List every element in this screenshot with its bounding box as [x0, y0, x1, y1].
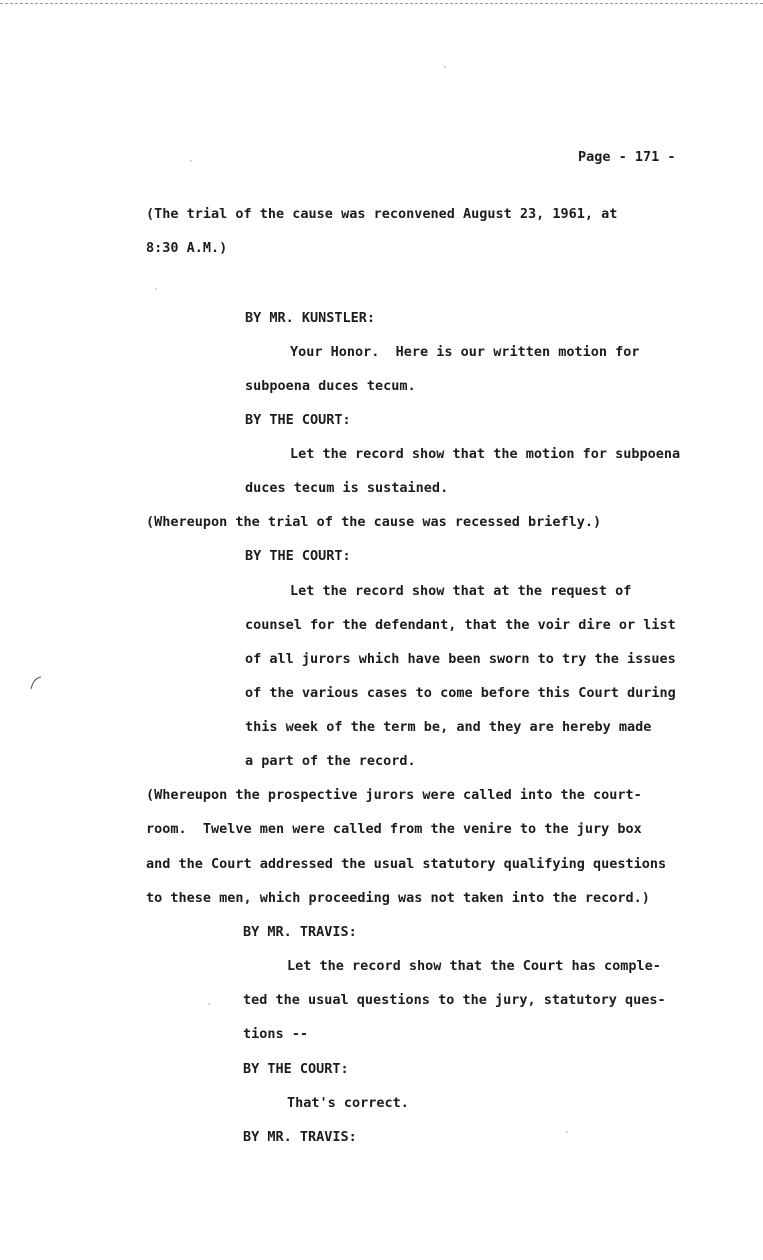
transcript-line: of the various cases to come before this Court during: [245, 685, 676, 701]
speaker-label: BY MR. KUNSTLER:: [245, 310, 376, 326]
transcript-line: (The trial of the cause was reconvened August 23, 1961, at: [146, 206, 618, 222]
transcript-line: (Whereupon the trial of the cause was recessed briefly.): [146, 514, 602, 530]
scan-speck: [208, 1003, 210, 1005]
transcript-line: ted the usual questions to the jury, statutory ques-: [243, 992, 666, 1008]
transcript-line: tions --: [243, 1026, 309, 1042]
transcript-line: subpoena duces tecum.: [245, 378, 416, 394]
transcript-line: Let the record show that at the request of: [290, 583, 632, 599]
transcript-line: a part of the record.: [245, 753, 416, 769]
transcript-line: duces tecum is sustained.: [245, 480, 449, 496]
transcript-line: counsel for the defendant, that the voir dire or list: [245, 617, 676, 633]
transcript-line: Let the record show that the Court has comple-: [287, 958, 661, 974]
transcript-line: Your Honor. Here is our written motion for: [290, 344, 640, 360]
transcript-line: room. Twelve men were called from the venire to the jury box: [146, 821, 642, 837]
speaker-label: BY THE COURT:: [245, 548, 351, 564]
transcript-line: and the Court addressed the usual statutory qualifying questions: [146, 856, 667, 872]
pen-mark: [30, 676, 42, 690]
speaker-label: BY MR. TRAVIS:: [243, 924, 357, 940]
page-number: Page - 171 -: [578, 149, 676, 165]
speaker-label: BY THE COURT:: [243, 1061, 349, 1077]
scan-speck: [190, 160, 192, 162]
scan-speck: [444, 66, 446, 68]
transcript-line: That's correct.: [287, 1095, 409, 1111]
speaker-label: BY THE COURT:: [245, 412, 351, 428]
scan-speck: [155, 288, 157, 290]
transcript-line: this week of the term be, and they are hereby made: [245, 719, 652, 735]
scan-speck: [566, 1131, 568, 1133]
transcript-line: (Whereupon the prospective jurors were called into the court-: [146, 787, 642, 803]
speaker-label: BY MR. TRAVIS:: [243, 1129, 357, 1145]
scan-edge-line: [0, 3, 763, 4]
transcript-line: of all jurors which have been sworn to try the issues: [245, 651, 676, 667]
transcript-line: Let the record show that the motion for subpoena: [290, 446, 681, 462]
transcript-line: to these men, which proceeding was not taken into the record.): [146, 890, 650, 906]
transcript-line: 8:30 A.M.): [146, 240, 228, 256]
